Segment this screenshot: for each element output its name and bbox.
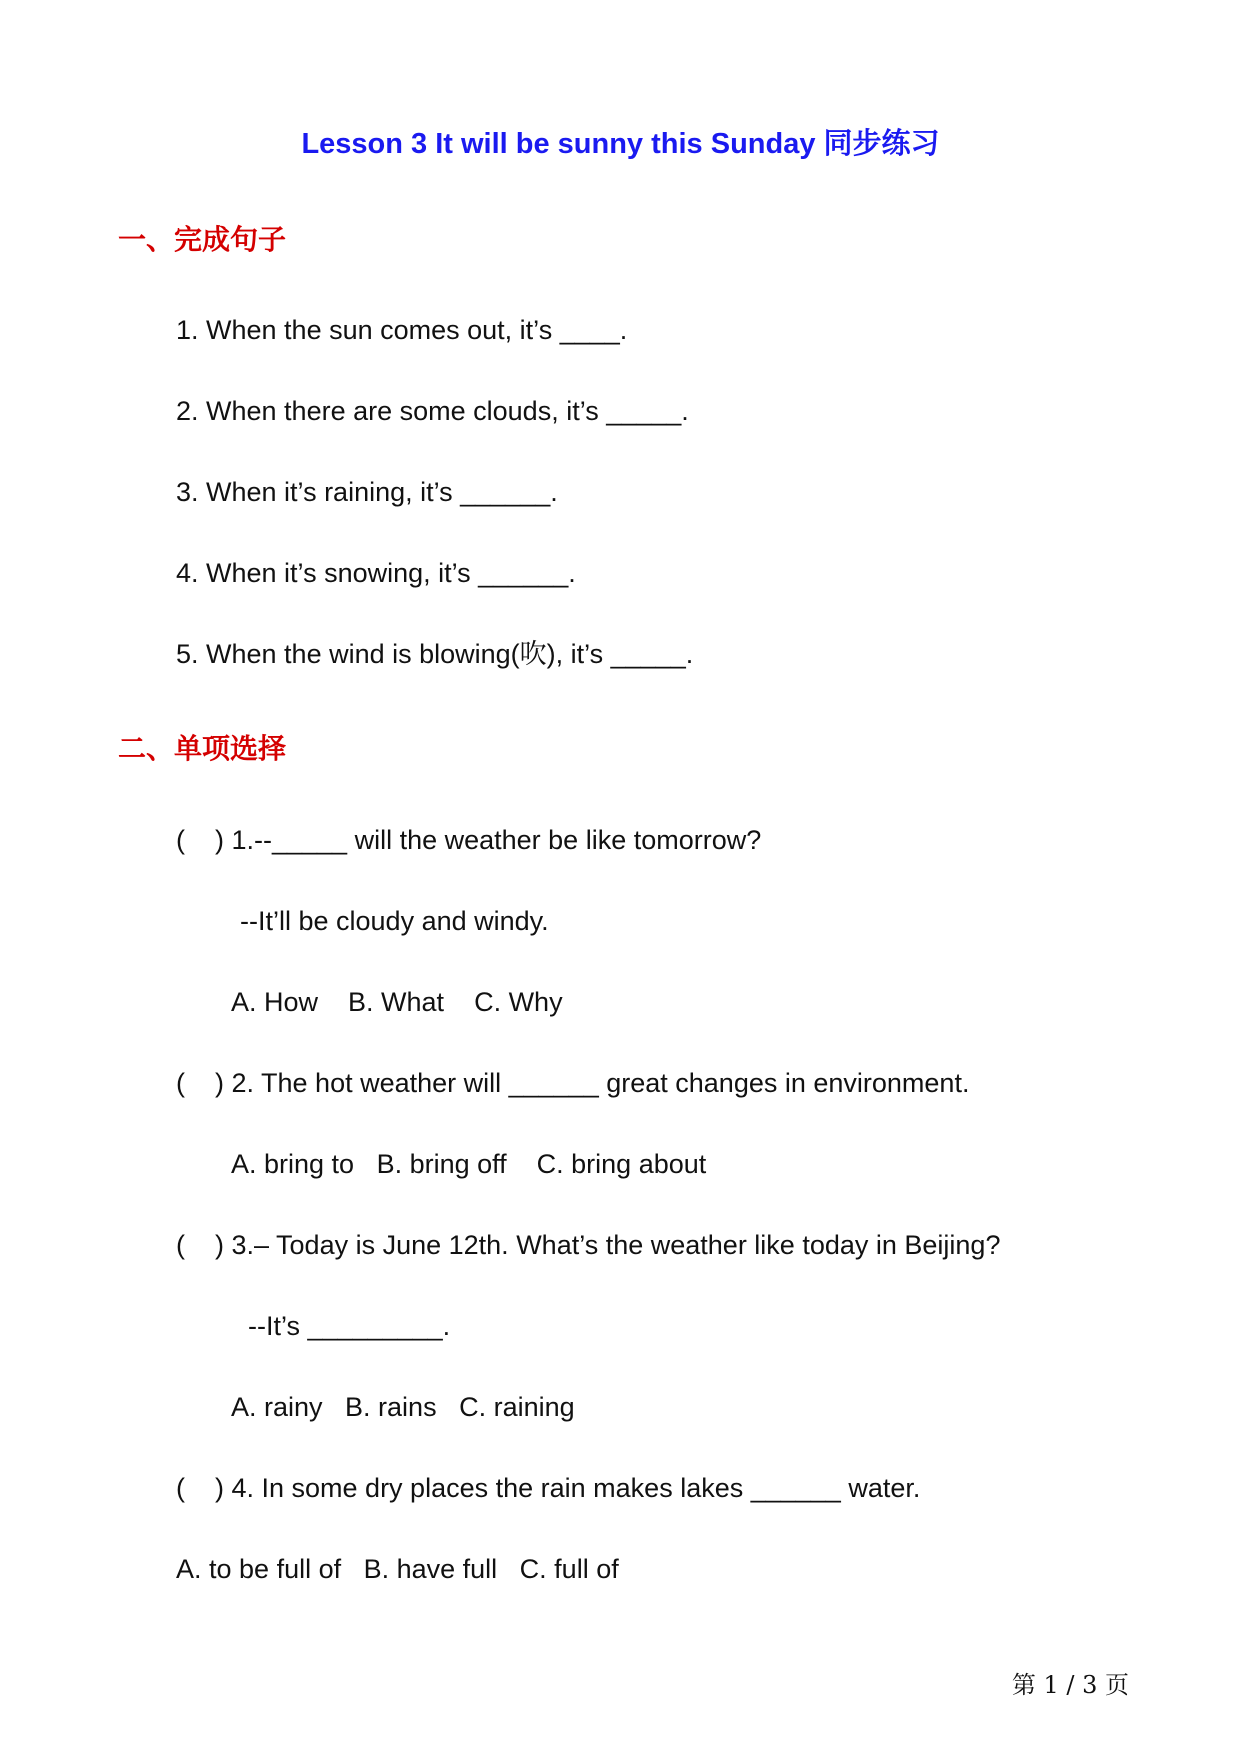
sentence-item-4: 4. When it’s snowing, it’s ______.	[176, 558, 576, 588]
page-title: Lesson 3 It will be sunny this Sunday 同步练习	[301, 128, 940, 160]
question-1-stem: ( ) 1.--_____ will the weather be like tomorrow?	[176, 825, 762, 855]
question-3-answer: --It’s _________.	[248, 1311, 451, 1341]
question-1-options: A. How B. What C. Why	[231, 987, 563, 1017]
question-1-answer: --It’ll be cloudy and windy.	[240, 906, 549, 936]
sentence-item-2: 2. When there are some clouds, it’s _____.	[176, 396, 689, 426]
sentence-item-1: 1. When the sun comes out, it’s ____.	[176, 315, 628, 345]
question-4-stem: ( ) 4. In some dry places the rain makes lakes ______ water.	[176, 1473, 921, 1503]
question-3-options: A. rainy B. rains C. raining	[231, 1392, 575, 1422]
question-2-options: A. bring to B. bring off C. bring about	[231, 1149, 707, 1179]
sentence-item-5: 5. When the wind is blowing(吹), it’s _____.	[176, 639, 694, 669]
section-heading-complete-sentences: 一、完成句子	[118, 223, 287, 256]
question-2-stem: ( ) 2. The hot weather will ______ great changes in environment.	[176, 1068, 970, 1098]
section-heading-multiple-choice: 二、单项选择	[118, 732, 287, 765]
sentence-item-3: 3. When it’s raining, it’s ______.	[176, 477, 558, 507]
page-number-footer: 第 1 / 3 页	[1011, 1671, 1129, 1699]
question-3-stem: ( ) 3.– Today is June 12th. What’s the weather like today in Beijing?	[176, 1230, 1001, 1260]
question-4-options: A. to be full of B. have full C. full of	[176, 1554, 619, 1584]
